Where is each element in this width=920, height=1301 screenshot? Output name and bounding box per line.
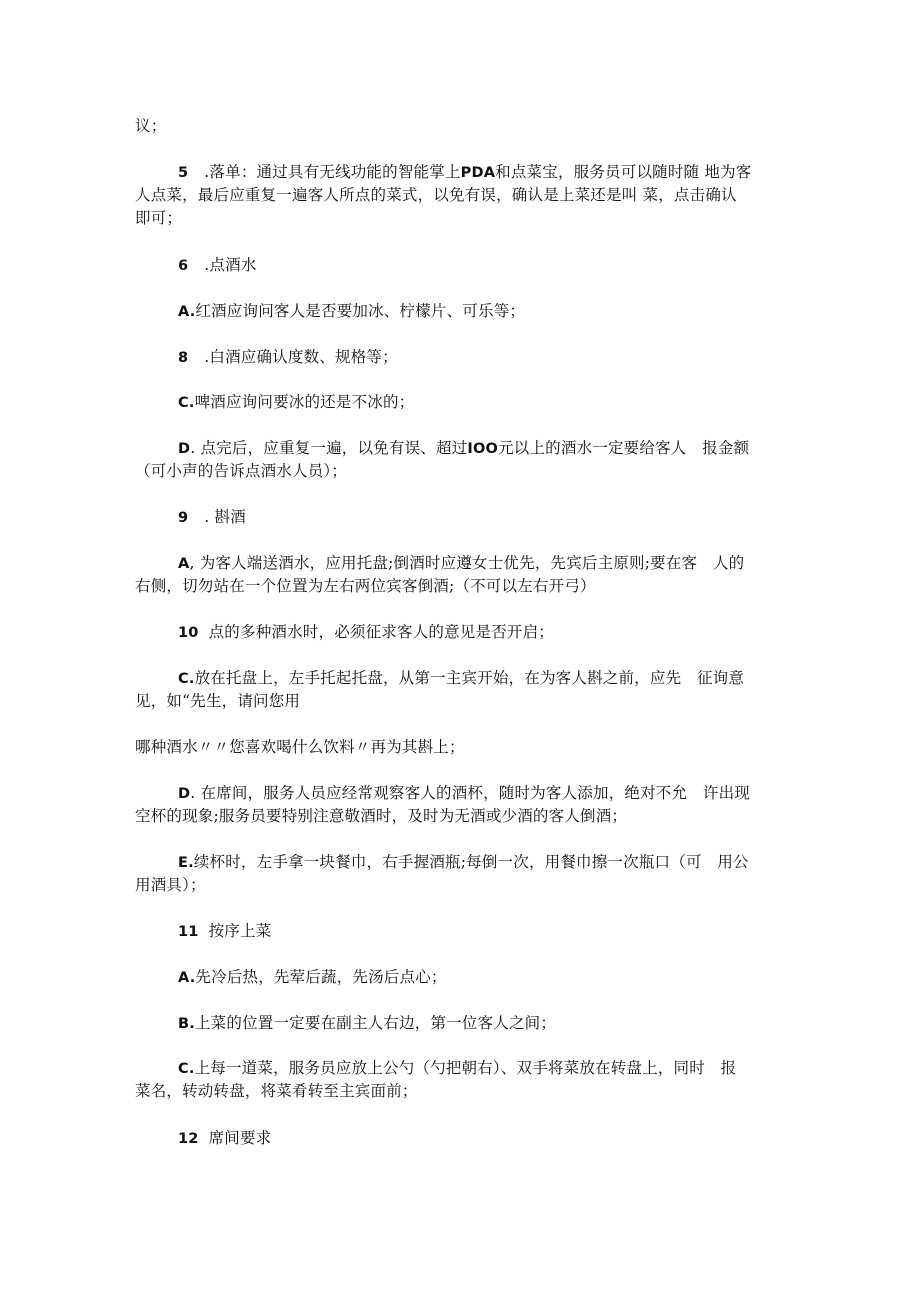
text: 右侧，切勿站在一个位置为左右两位宾客倒酒;（不可以左右开弓） — [135, 577, 596, 595]
paragraph-line — [135, 736, 790, 759]
text: 菜名，转动转盘，将菜肴转至主宾面前； — [135, 1082, 418, 1100]
item-label: A. — [178, 304, 196, 320]
item-label: E. — [178, 855, 194, 871]
item-a-red-wine — [178, 300, 790, 324]
item-a-pour-line-2 — [135, 575, 790, 598]
paragraph-line — [135, 115, 790, 138]
item-label: B. — [178, 1016, 195, 1032]
item-number: 5 — [178, 165, 189, 181]
text: 续杯时，左手拿一块餐巾，右手握酒瓶;每倒一次，用餐巾擦一次瓶口（可 用公 — [193, 853, 749, 871]
text: .白酒应确认度数、规格等； — [204, 348, 398, 366]
item-9-heading — [178, 506, 790, 530]
item-label: D — [178, 441, 191, 457]
item-d-refill-line-2 — [135, 805, 790, 828]
item-number: 9 — [178, 510, 189, 526]
text: 席间要求 — [208, 1129, 272, 1147]
text: 用酒具）； — [135, 876, 206, 894]
text: , 为客人端送酒水，应用托盘;倒酒时应遵女士优先，先宾后主原则;要在客 人的 — [189, 554, 745, 572]
item-d-line-1 — [178, 437, 790, 461]
text: 哪种酒水〃〃您喜欢喝什么饮料〃再为其斟上； — [135, 738, 465, 756]
item-6-heading — [178, 254, 790, 278]
text: 先冷后热，先荤后蔬，先汤后点心； — [195, 968, 447, 986]
item-8-white-wine — [178, 346, 790, 370]
text: 点的多种酒水时，必须征求客人的意见是否开启； — [208, 623, 554, 641]
text: 放在托盘上，左手托起托盘，从第一主宾开始，在为客人斟之前，应先 征询意 — [194, 669, 745, 687]
item-number: 6 — [178, 258, 189, 274]
text: 见，如“先生，请问您用 — [135, 692, 301, 710]
text: .点酒水 — [204, 256, 257, 274]
text: 人点菜，最后应重复一遍客人所点的菜式，以免有误，确认是上菜还是叫 菜，点击确认 — [135, 186, 737, 204]
item-c-tray-line-2 — [135, 690, 790, 713]
item-label: C. — [178, 395, 195, 411]
item-label: C. — [178, 1061, 195, 1077]
item-c-serve-line-1 — [178, 1057, 790, 1081]
bold-text: IOO — [467, 441, 499, 457]
bold-text: PDA — [460, 165, 496, 181]
text: 红酒应询问客人是否要加冰、柠檬片、可乐等； — [195, 302, 526, 320]
item-5-line-1 — [178, 161, 790, 185]
item-number: 11 — [178, 924, 199, 940]
text: 和点菜宝，服务员可以随时随 地为客 — [495, 163, 752, 181]
item-12-heading — [178, 1127, 790, 1151]
item-e-line-1 — [178, 851, 790, 875]
item-c-serve-line-2 — [135, 1080, 790, 1103]
text: 空杯的现象;服务员要特别注意敬酒时，及时为无酒或少酒的客人倒酒； — [135, 807, 628, 825]
text: 上每一道菜，服务员应放上公勺（勺把朝右）、双手将菜放在转盘上，同时 报 — [194, 1059, 737, 1077]
item-a-order — [178, 966, 790, 990]
text: .落单：通过具有无线功能的智能掌上 — [204, 163, 461, 181]
item-a-pour-line-1 — [178, 552, 790, 576]
item-number: 10 — [178, 625, 199, 641]
item-c-beer — [178, 391, 790, 415]
text: 上菜的位置一定要在副主人右边，第一位客人之间； — [194, 1014, 557, 1032]
text: . 在席间，服务人员应经常观察客人的酒杯，随时为客人添加，绝对不允 许出现 — [190, 784, 751, 802]
text: 议； — [135, 117, 167, 135]
text: 啤酒应询问要冰的还是不冰的； — [194, 393, 415, 411]
item-c-tray-line-1 — [178, 667, 790, 691]
text: 即可； — [135, 209, 183, 227]
item-label: A — [178, 556, 190, 572]
item-label: C. — [178, 671, 195, 687]
item-number: 12 — [178, 1131, 199, 1147]
text: 按序上菜 — [208, 922, 272, 940]
item-5-line-3 — [135, 207, 790, 230]
item-b-position — [178, 1012, 790, 1036]
item-11-heading — [178, 920, 790, 944]
text: . 斟酒 — [204, 508, 246, 526]
item-label: A. — [178, 970, 196, 986]
text: 元以上的酒水一定要给客人 报金额 — [498, 439, 750, 457]
item-10 — [178, 621, 790, 645]
text: . 点完后，应重复一遍，以免有误、超过 — [190, 439, 468, 457]
text: （可小声的告诉点酒水人员）； — [135, 462, 348, 480]
item-5-line-2 — [135, 184, 790, 207]
item-e-line-2 — [135, 874, 790, 897]
item-d-line-2 — [135, 460, 790, 483]
item-d-refill-line-1 — [178, 782, 790, 806]
item-number: 8 — [178, 350, 189, 366]
item-label: D — [178, 786, 191, 802]
